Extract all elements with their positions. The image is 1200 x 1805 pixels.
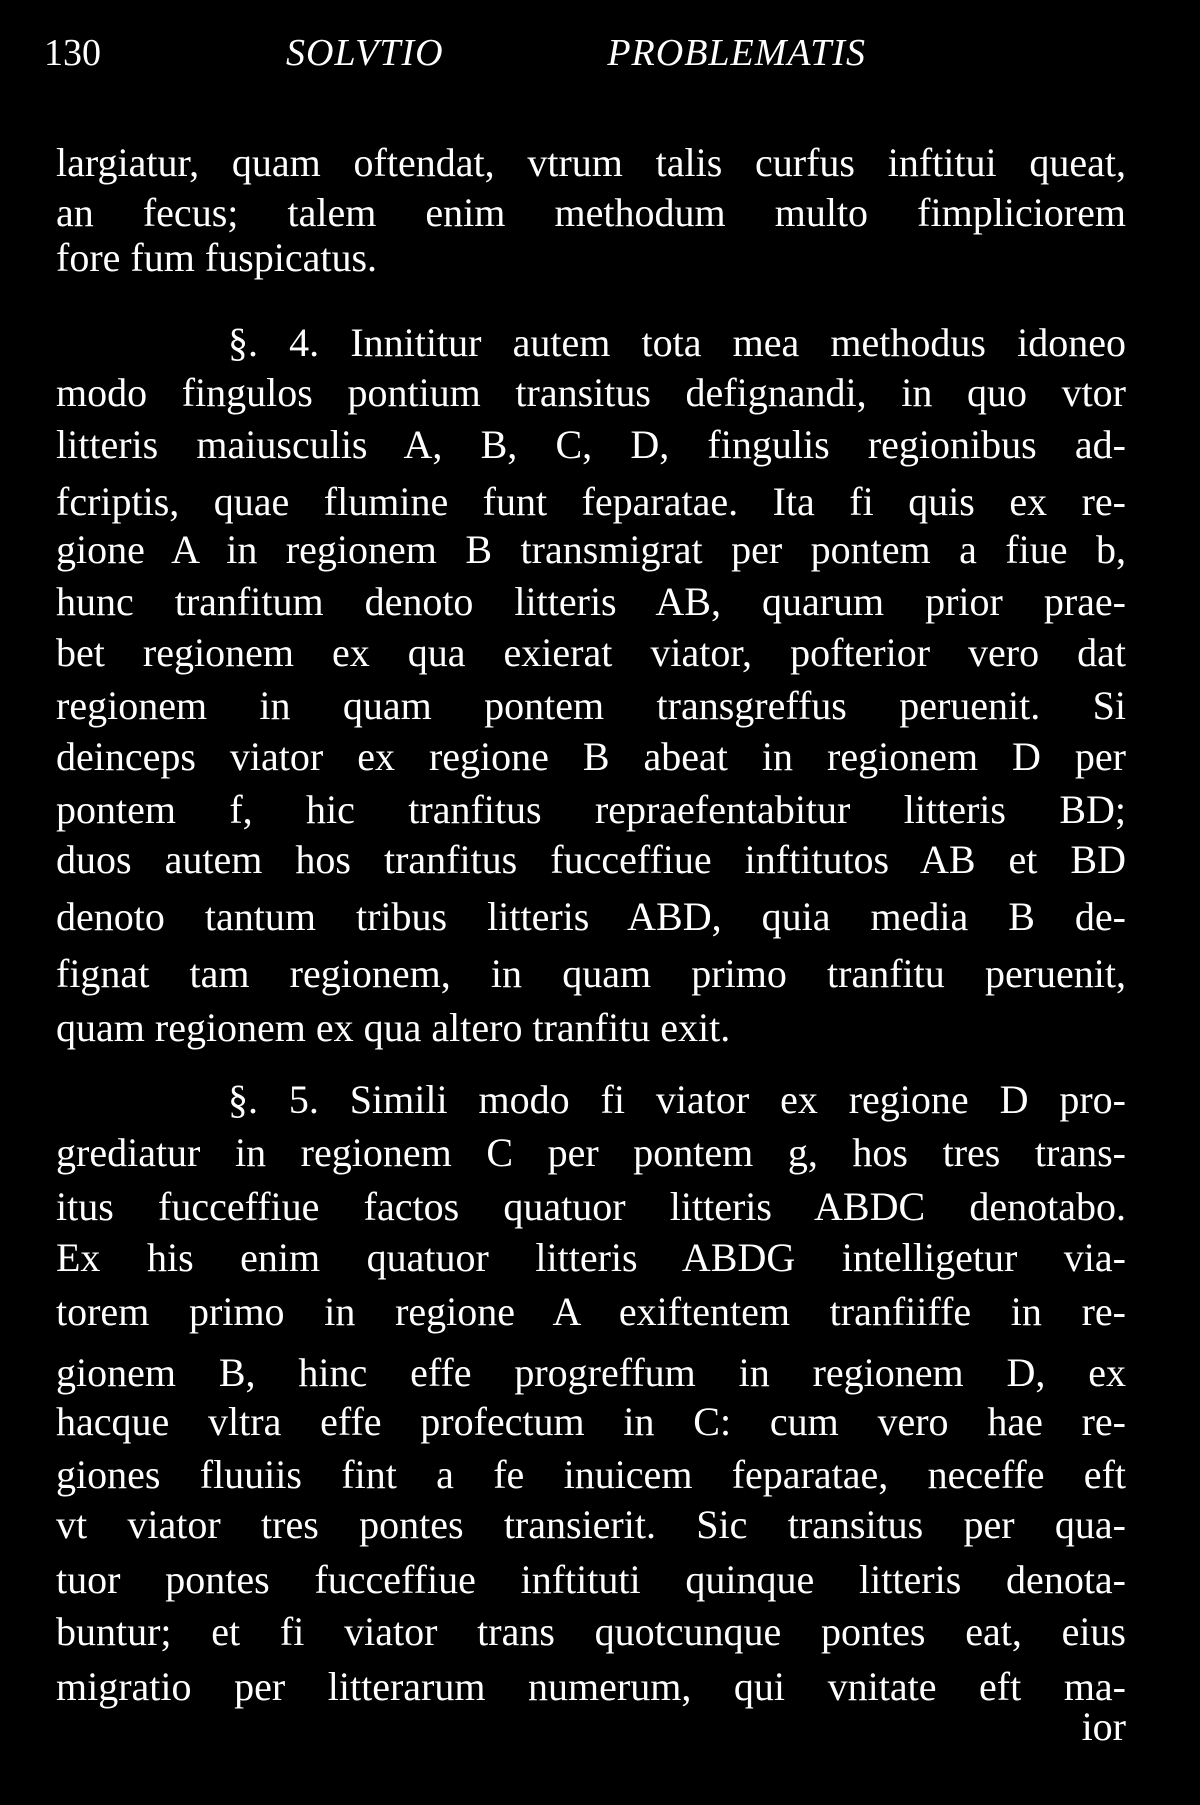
text-line: litteris maiusculis A, B, C, D, fingulis regionibus ad- <box>56 422 1126 467</box>
text-line: modo fingulos pontium transitus defignandi, in quo vtor <box>56 370 1126 415</box>
text-line: pontem f, hic tranfitus repraefentabitur litteris BD; <box>56 787 1126 832</box>
text-line: buntur; et fi viator trans quotcunque pontes eat, eius <box>56 1609 1126 1654</box>
text-line: regionem in quam pontem transgreffus peruenit. Si <box>56 683 1126 728</box>
text-line: hunc tranfitum denoto litteris AB, quarum prior prae- <box>56 579 1126 624</box>
text-line: hacque vltra effe profectum in C: cum vero hae re- <box>56 1399 1126 1444</box>
text-line: itus fucceffiue factos quatuor litteris ABDC denotabo. <box>56 1184 1126 1229</box>
text-line: fcriptis, quae flumine funt feparatae. Ita fi quis ex re- <box>56 479 1126 524</box>
text-line: gione A in regionem B transmigrat per pontem a fiue b, <box>56 527 1126 572</box>
text-line: quam regionem ex qua altero tranfitu exit. <box>56 1005 731 1050</box>
section-4-heading-line: §. 4. Innititur autem tota mea methodus idoneo <box>228 320 1126 365</box>
text-line: fore fum fuspicatus. <box>56 235 378 280</box>
catchword: ior <box>1081 1704 1126 1749</box>
text-line: torem primo in regione A exiftentem tranfiiffe in re- <box>56 1289 1126 1334</box>
text-line: Ex his enim quatuor litteris ABDG intelligetur via- <box>56 1235 1126 1280</box>
text-line: migratio per litterarum numerum, qui vnitate eft ma- <box>56 1664 1126 1709</box>
text-line: an fecus; talem enim methodum multo fimpliciorem <box>56 190 1126 235</box>
text-line: grediatur in regionem C per pontem g, hos tres trans- <box>56 1130 1126 1175</box>
text-line: gionem B, hinc effe progreffum in regionem D, ex <box>56 1350 1126 1395</box>
page-number: 130 <box>44 32 101 74</box>
text-line: duos autem hos tranfitus fucceffiue inftitutos AB et BD <box>56 837 1126 882</box>
text-line: largiatur, quam oftendat, vtrum talis curfus inftitui queat, <box>56 140 1126 185</box>
text-line: vt viator tres pontes transierit. Sic transitus per qua- <box>56 1502 1126 1547</box>
text-line: tuor pontes fucceffiue inftituti quinque litteris denota- <box>56 1557 1126 1602</box>
text-line: bet regionem ex qua exierat viator, pofterior vero dat <box>56 630 1126 675</box>
text-line: deinceps viator ex regione B abeat in regionem D per <box>56 734 1126 779</box>
text-line: giones fluuiis fint a fe inuicem feparatae, neceffe eft <box>56 1452 1126 1497</box>
text-line: fignat tam regionem, in quam primo tranfitu peruenit, <box>56 951 1126 996</box>
text-line: denoto tantum tribus litteris ABD, quia media B de- <box>56 894 1126 939</box>
running-title: SOLVTIO PROBLEMATIS <box>286 32 866 74</box>
section-5-heading-line: §. 5. Simili modo fi viator ex regione D pro- <box>228 1077 1126 1122</box>
